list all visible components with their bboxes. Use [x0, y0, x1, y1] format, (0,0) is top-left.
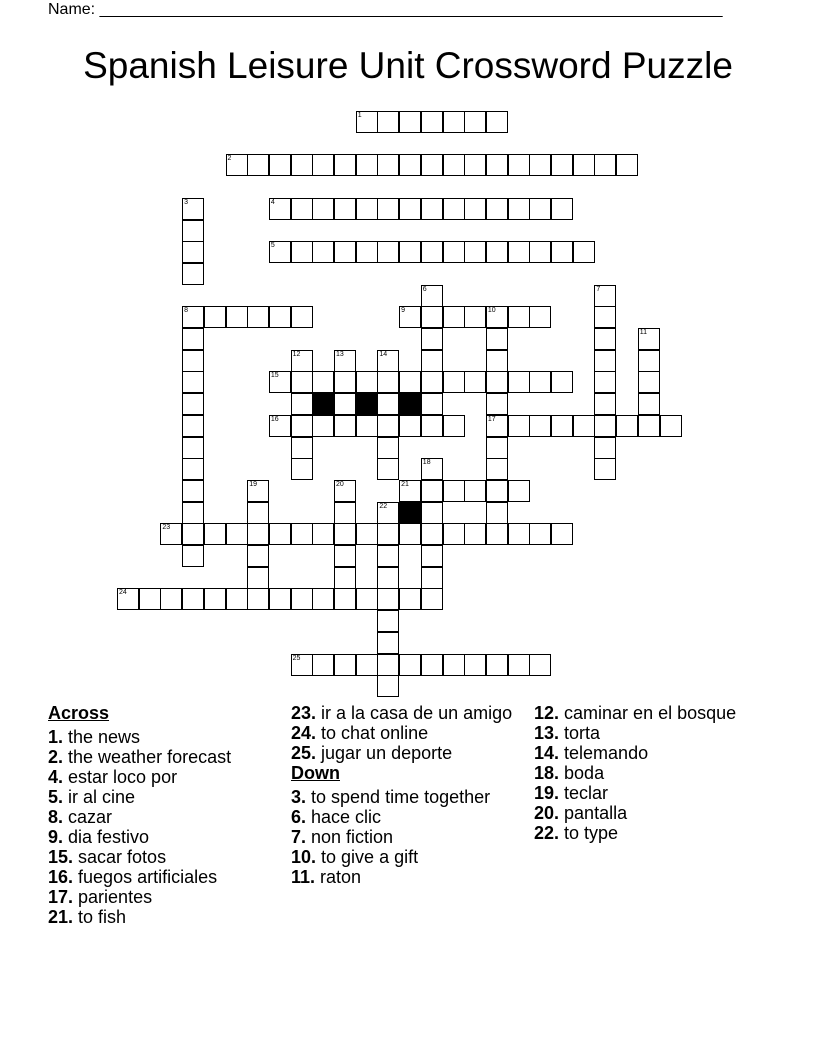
clue-number: 7: [596, 285, 601, 293]
grid-cell[interactable]: [399, 241, 421, 263]
grid-cell[interactable]: [638, 350, 660, 372]
grid-cell[interactable]: [464, 198, 486, 220]
grid-cell[interactable]: [421, 285, 443, 307]
grid-cell[interactable]: [291, 523, 313, 545]
grid-cell[interactable]: [269, 588, 291, 610]
grid-cell[interactable]: [291, 588, 313, 610]
grid-cell[interactable]: [356, 415, 378, 437]
across-heading: Across: [48, 703, 110, 723]
across-clue: 16. fuegos artificiales: [48, 867, 218, 887]
grid-cell[interactable]: [508, 198, 530, 220]
clue-number: 22: [379, 502, 388, 510]
grid-cell[interactable]: [421, 523, 443, 545]
down-clue: 12. caminar en el bosque: [534, 703, 737, 723]
grid-cell[interactable]: [160, 523, 182, 545]
grid-cell[interactable]: [377, 632, 399, 654]
grid-cell[interactable]: [182, 458, 204, 480]
grid-cell[interactable]: [291, 415, 313, 437]
grid-cell[interactable]: [443, 480, 465, 502]
grid-cell[interactable]: [247, 523, 269, 545]
grid-cell[interactable]: [443, 198, 465, 220]
grid-cell[interactable]: [529, 415, 551, 437]
grid-cell[interactable]: [399, 198, 421, 220]
grid-cell[interactable]: [182, 371, 204, 393]
grid-cell[interactable]: [421, 241, 443, 263]
grid-cell[interactable]: [443, 241, 465, 263]
down-clue: 10. to give a gift: [291, 847, 419, 867]
grid-cell[interactable]: [291, 393, 313, 415]
grid-cell[interactable]: [377, 371, 399, 393]
grid-cell[interactable]: [486, 393, 508, 415]
grid-cell[interactable]: [486, 350, 508, 372]
grid-cell[interactable]: [573, 415, 595, 437]
grid-cell[interactable]: [356, 111, 378, 133]
grid-cell[interactable]: [486, 437, 508, 459]
grid-cell[interactable]: [291, 654, 313, 676]
across-clue: 15. sacar fotos: [48, 847, 167, 867]
grid-cell[interactable]: [551, 523, 573, 545]
grid-cell[interactable]: [269, 415, 291, 437]
grid-cell[interactable]: [226, 154, 248, 176]
grid-cell[interactable]: [377, 154, 399, 176]
down-clue: 7. non fiction: [291, 827, 394, 847]
grid-cell[interactable]: [334, 241, 356, 263]
clue-number: 6: [422, 285, 427, 293]
grid-cell[interactable]: [486, 371, 508, 393]
clue-number: 5: [270, 242, 275, 250]
grid-cell[interactable]: [182, 523, 204, 545]
clue-number: 11: [639, 329, 648, 336]
clue-number: 1: [357, 112, 362, 119]
name-field[interactable]: Name: ______________________________________________________________________: [48, 1, 723, 18]
grid-cell[interactable]: [269, 154, 291, 176]
grid-cell[interactable]: [182, 480, 204, 502]
black-cell: [399, 393, 421, 415]
grid-cell[interactable]: [508, 306, 530, 328]
grid-cell[interactable]: [660, 415, 682, 437]
grid-cell[interactable]: [486, 306, 508, 328]
grid-cell[interactable]: [334, 654, 356, 676]
clue-number: 23: [162, 524, 171, 532]
grid-cell[interactable]: [421, 306, 443, 328]
grid-cell[interactable]: [486, 328, 508, 350]
grid-cell[interactable]: [508, 415, 530, 437]
across-clue: 24. to chat online: [291, 723, 429, 743]
grid-cell[interactable]: [399, 415, 421, 437]
clue-number: 20: [336, 480, 344, 488]
grid-cell[interactable]: [182, 328, 204, 350]
black-cell: [356, 393, 378, 415]
down-clue: 11. raton: [291, 867, 362, 887]
grid-cell[interactable]: [377, 545, 399, 567]
grid-cell[interactable]: [486, 458, 508, 480]
grid-cell[interactable]: [334, 567, 356, 589]
grid-cell[interactable]: [529, 523, 551, 545]
grid-cell[interactable]: [399, 654, 421, 676]
grid-cell[interactable]: [312, 523, 334, 545]
down-heading: Down: [291, 763, 340, 783]
grid-cell[interactable]: [594, 350, 616, 372]
grid-cell[interactable]: [529, 198, 551, 220]
grid-cell[interactable]: [377, 393, 399, 415]
grid-cell[interactable]: [486, 502, 508, 524]
grid-cell[interactable]: [638, 393, 660, 415]
clue-column-3: [534, 703, 774, 843]
grid-cell[interactable]: [334, 588, 356, 610]
grid-cell[interactable]: [443, 111, 465, 133]
clue-number: 3: [184, 198, 188, 206]
across-clue: 21. to fish: [48, 907, 127, 927]
grid-cell[interactable]: [312, 154, 334, 176]
grid-cell[interactable]: [594, 285, 616, 307]
clue-number: 8: [184, 307, 188, 315]
grid-cell[interactable]: [399, 154, 421, 176]
grid-cell[interactable]: [356, 523, 378, 545]
grid-cell[interactable]: [508, 480, 530, 502]
down-clue: 20. pantalla: [534, 803, 628, 823]
grid-cell[interactable]: [508, 523, 530, 545]
grid-cell[interactable]: [182, 415, 204, 437]
grid-cell[interactable]: [486, 654, 508, 676]
grid-cell[interactable]: [377, 610, 399, 632]
grid-cell[interactable]: [443, 154, 465, 176]
clue-number: 18: [422, 459, 431, 467]
across-clue: 17. parientes: [48, 887, 153, 907]
grid-cell[interactable]: [247, 588, 269, 610]
grid-cell[interactable]: [356, 241, 378, 263]
black-cell: [399, 502, 421, 524]
grid-cell[interactable]: [269, 241, 291, 263]
grid-cell[interactable]: [291, 350, 313, 372]
grid-cell[interactable]: [312, 198, 334, 220]
grid-cell[interactable]: [247, 480, 269, 502]
grid-cell[interactable]: [486, 523, 508, 545]
grid-cell[interactable]: [334, 502, 356, 524]
across-clue: 5. ir al cine: [48, 787, 136, 807]
grid-cell[interactable]: [377, 567, 399, 589]
grid-cell[interactable]: [160, 588, 182, 610]
grid-cell[interactable]: [486, 154, 508, 176]
grid-cell[interactable]: [334, 545, 356, 567]
grid-cell[interactable]: [508, 371, 530, 393]
clue-number: 14: [379, 350, 388, 358]
grid-cell[interactable]: [182, 263, 204, 285]
grid-cell[interactable]: [464, 306, 486, 328]
grid-cell[interactable]: [377, 241, 399, 263]
grid-cell[interactable]: [486, 111, 508, 133]
grid-cell[interactable]: [377, 350, 399, 372]
clue-column-1: [48, 703, 288, 927]
grid-cell[interactable]: [247, 154, 269, 176]
grid-cell[interactable]: [464, 154, 486, 176]
across-clue: 8. cazar: [48, 807, 113, 827]
grid-cell[interactable]: [312, 588, 334, 610]
grid-cell[interactable]: [464, 111, 486, 133]
grid-cell[interactable]: [638, 415, 660, 437]
grid-cell[interactable]: [399, 306, 421, 328]
grid-cell[interactable]: [334, 198, 356, 220]
grid-cell[interactable]: [182, 241, 204, 263]
grid-cell[interactable]: [247, 567, 269, 589]
grid-cell[interactable]: [594, 371, 616, 393]
grid-cell[interactable]: [594, 306, 616, 328]
grid-cell[interactable]: [291, 458, 313, 480]
clue-number: 16: [270, 415, 279, 423]
grid-cell[interactable]: [529, 241, 551, 263]
grid-cell[interactable]: [356, 371, 378, 393]
grid-cell[interactable]: [421, 567, 443, 589]
grid-cell[interactable]: [421, 654, 443, 676]
grid-cell[interactable]: [551, 415, 573, 437]
grid-cell[interactable]: [182, 437, 204, 459]
grid-cell[interactable]: [291, 198, 313, 220]
grid-cell[interactable]: [139, 588, 161, 610]
grid-cell[interactable]: [421, 588, 443, 610]
grid-cell[interactable]: [529, 306, 551, 328]
grid-cell[interactable]: [182, 306, 204, 328]
grid-cell[interactable]: [421, 545, 443, 567]
grid-cell[interactable]: [551, 371, 573, 393]
grid-cell[interactable]: [377, 654, 399, 676]
grid-cell[interactable]: [486, 198, 508, 220]
grid-cell[interactable]: [269, 198, 291, 220]
grid-cell[interactable]: [356, 654, 378, 676]
grid-cell[interactable]: [421, 154, 443, 176]
across-clue: 4. estar loco por: [48, 767, 178, 787]
grid-cell[interactable]: [117, 588, 139, 610]
grid-cell[interactable]: [377, 588, 399, 610]
grid-cell[interactable]: [594, 415, 616, 437]
grid-cell[interactable]: [508, 241, 530, 263]
grid-cell[interactable]: [464, 371, 486, 393]
grid-cell[interactable]: [573, 154, 595, 176]
grid-cell[interactable]: [638, 328, 660, 350]
grid-cell[interactable]: [291, 306, 313, 328]
grid-cell[interactable]: [399, 523, 421, 545]
grid-cell[interactable]: [464, 654, 486, 676]
grid-cell[interactable]: [616, 415, 638, 437]
grid-cell[interactable]: [269, 371, 291, 393]
grid-cell[interactable]: [421, 480, 443, 502]
grid-cell[interactable]: [291, 371, 313, 393]
grid-cell[interactable]: [334, 154, 356, 176]
grid-cell[interactable]: [551, 241, 573, 263]
grid-cell[interactable]: [377, 523, 399, 545]
grid-cell[interactable]: [421, 458, 443, 480]
grid-cell[interactable]: [443, 654, 465, 676]
grid-cell[interactable]: [594, 328, 616, 350]
grid-cell[interactable]: [312, 371, 334, 393]
grid-cell[interactable]: [377, 502, 399, 524]
clue-number: 25: [292, 654, 301, 662]
grid-cell[interactable]: [616, 154, 638, 176]
grid-cell[interactable]: [421, 371, 443, 393]
grid-cell[interactable]: [356, 588, 378, 610]
grid-cell[interactable]: [334, 480, 356, 502]
grid-cell[interactable]: [443, 523, 465, 545]
grid-cell[interactable]: [182, 502, 204, 524]
clue-number: 15: [270, 372, 279, 380]
grid-cell[interactable]: [377, 437, 399, 459]
grid-cell[interactable]: [312, 654, 334, 676]
grid-cell[interactable]: [247, 502, 269, 524]
down-clue: 19. teclar: [534, 783, 609, 803]
grid-cell[interactable]: [291, 154, 313, 176]
grid-cell[interactable]: [356, 154, 378, 176]
grid-cell[interactable]: [443, 371, 465, 393]
clue-number: 10: [487, 307, 496, 315]
clue-number: 2: [227, 155, 232, 163]
grid-cell[interactable]: [182, 198, 204, 220]
grid-cell[interactable]: [421, 415, 443, 437]
black-cell: [312, 393, 334, 415]
clue-number: 4: [270, 198, 275, 206]
page-title: Spanish Leisure Unit Crossword Puzzle: [83, 45, 733, 86]
grid-cell[interactable]: [551, 198, 573, 220]
grid-cell[interactable]: [638, 371, 660, 393]
grid-cell[interactable]: [421, 502, 443, 524]
grid-cell[interactable]: [226, 306, 248, 328]
grid-cell[interactable]: [334, 350, 356, 372]
grid-cell[interactable]: [421, 198, 443, 220]
grid-cell[interactable]: [399, 588, 421, 610]
grid-cell[interactable]: [551, 154, 573, 176]
grid-cell[interactable]: [399, 480, 421, 502]
grid-cell[interactable]: [573, 241, 595, 263]
grid-cell[interactable]: [594, 458, 616, 480]
down-clue: 14. telemando: [534, 743, 649, 763]
grid-cell[interactable]: [247, 545, 269, 567]
grid-cell[interactable]: [594, 437, 616, 459]
clue-number: 17: [487, 415, 496, 423]
grid-cell[interactable]: [529, 154, 551, 176]
down-clue: 3. to spend time together: [291, 787, 491, 807]
grid-cell[interactable]: [377, 111, 399, 133]
grid-cell[interactable]: [269, 306, 291, 328]
clue-number: 13: [336, 350, 344, 358]
grid-cell[interactable]: [529, 371, 551, 393]
grid-cell[interactable]: [334, 371, 356, 393]
across-clue: 1. the news: [48, 727, 141, 747]
grid-cell[interactable]: [594, 393, 616, 415]
grid-cell[interactable]: [421, 328, 443, 350]
grid-cell[interactable]: [182, 393, 204, 415]
grid-cell[interactable]: [269, 523, 291, 545]
grid-cell[interactable]: [312, 415, 334, 437]
grid-cell[interactable]: [486, 241, 508, 263]
clue-number: 12: [292, 350, 301, 358]
grid-cell[interactable]: [421, 111, 443, 133]
grid-cell[interactable]: [312, 241, 334, 263]
across-clue: 25. jugar un deporte: [291, 743, 453, 763]
grid-cell[interactable]: [334, 393, 356, 415]
grid-cell[interactable]: [486, 480, 508, 502]
grid-cell[interactable]: [247, 306, 269, 328]
grid-cell[interactable]: [226, 588, 248, 610]
grid-cell[interactable]: [486, 415, 508, 437]
across-clue: 23. ir a la casa de un amigo: [291, 703, 513, 723]
grid-cell[interactable]: [182, 588, 204, 610]
grid-cell[interactable]: [204, 306, 226, 328]
clue-number: 24: [119, 589, 127, 597]
grid-cell[interactable]: [334, 415, 356, 437]
clue-number: 19: [249, 480, 257, 488]
grid-cell[interactable]: [334, 523, 356, 545]
grid-cell[interactable]: [529, 654, 551, 676]
grid-cell[interactable]: [464, 241, 486, 263]
grid-cell[interactable]: [443, 306, 465, 328]
grid-cell[interactable]: [204, 588, 226, 610]
grid-cell[interactable]: [377, 675, 399, 697]
down-clue: 13. torta: [534, 723, 601, 743]
clue-number: 9: [401, 307, 405, 315]
grid-cell[interactable]: [421, 350, 443, 372]
grid-cell[interactable]: [226, 523, 248, 545]
grid-cell[interactable]: [464, 480, 486, 502]
grid-cell[interactable]: [443, 415, 465, 437]
down-clue: 22. to type: [534, 823, 619, 843]
clue-column-2: [291, 703, 531, 887]
grid-cell[interactable]: [291, 437, 313, 459]
grid-cell[interactable]: [291, 241, 313, 263]
grid-cell[interactable]: [464, 523, 486, 545]
grid-cell[interactable]: [377, 415, 399, 437]
grid-cell[interactable]: [399, 111, 421, 133]
grid-cell[interactable]: [182, 220, 204, 242]
grid-cell[interactable]: [204, 523, 226, 545]
grid-cell[interactable]: [377, 458, 399, 480]
grid-cell[interactable]: [182, 350, 204, 372]
across-clue: 9. dia festivo: [48, 827, 150, 847]
grid-cell[interactable]: [421, 393, 443, 415]
across-clue: 2. the weather forecast: [48, 747, 232, 767]
grid-cell[interactable]: [377, 198, 399, 220]
grid-cell[interactable]: [399, 371, 421, 393]
grid-cell[interactable]: [508, 654, 530, 676]
grid-cell[interactable]: [594, 154, 616, 176]
grid-cell[interactable]: [182, 545, 204, 567]
grid-cell[interactable]: [508, 154, 530, 176]
clue-number: 21: [401, 480, 409, 488]
grid-cell[interactable]: [356, 198, 378, 220]
down-clue: 18. boda: [534, 763, 605, 783]
down-clue: 6. hace clic: [291, 807, 382, 827]
